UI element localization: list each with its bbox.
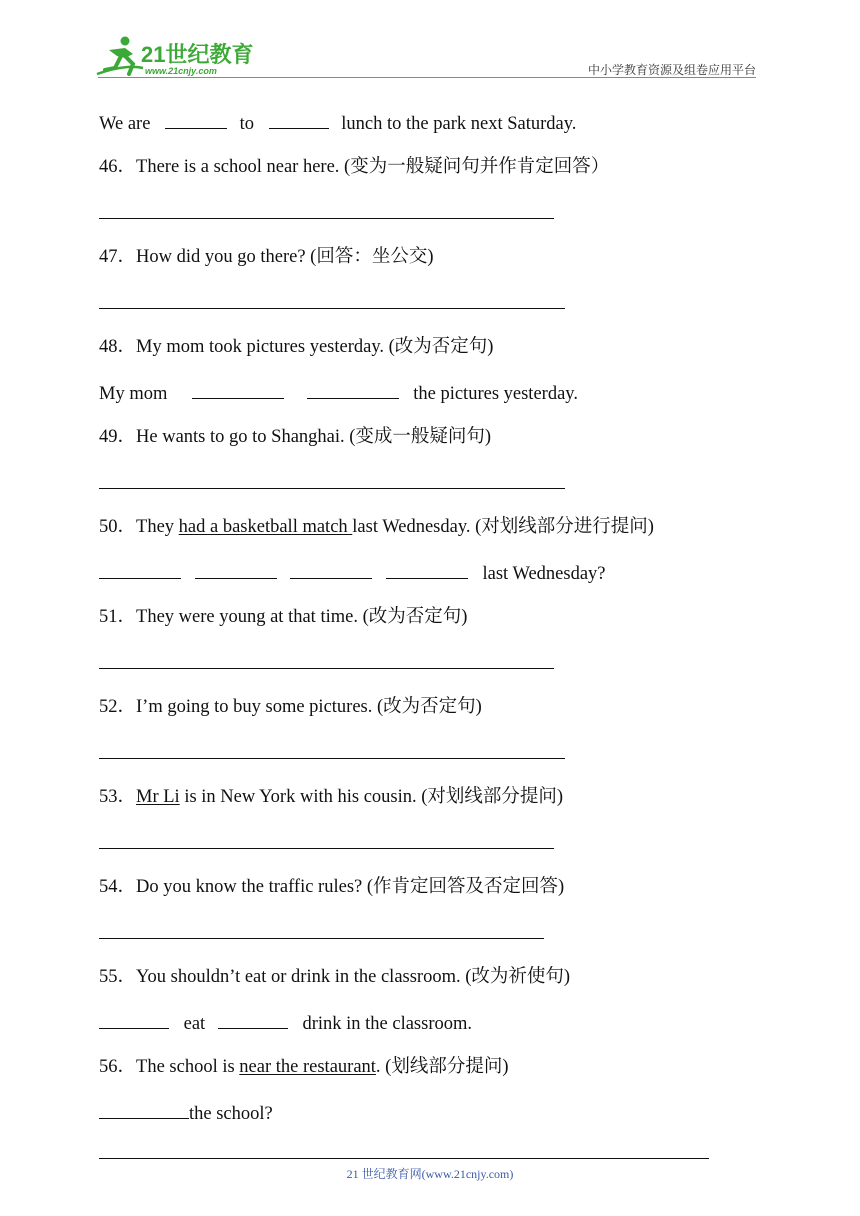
q56-answer-line: the school?	[99, 1100, 273, 1126]
question-47	[99, 245, 434, 269]
question-text: Do you know the traffic rules? (作肯定回答及否定回答)	[136, 877, 565, 897]
answer-blank[interactable]	[165, 110, 227, 129]
underlined-phrase: had a basketball match	[178, 517, 353, 537]
question-number: 50．	[99, 517, 137, 537]
header-platform-text: 中小学教育资源及组卷应用平台	[587, 63, 756, 77]
answer-blank[interactable]	[99, 1100, 189, 1119]
question-51	[99, 605, 467, 629]
footer-divider	[99, 1158, 709, 1159]
question-number: 55．	[99, 967, 137, 987]
question-number: 54．	[99, 877, 137, 897]
question-number: 52．	[99, 697, 137, 717]
q48-answer-line: My mom the pictures yesterday.	[99, 380, 578, 406]
question-48	[99, 335, 493, 359]
q50-answer-line: last Wednesday?	[99, 560, 606, 586]
question-number: 46．	[99, 157, 137, 177]
answer-line[interactable]	[99, 848, 554, 849]
underlined-phrase: near the restaurant	[239, 1057, 376, 1077]
q45-answer-line: We are to lunch to the park next Saturday.	[99, 110, 576, 136]
answer-line[interactable]	[99, 308, 565, 309]
header-divider	[98, 77, 756, 78]
answer-blank[interactable]	[218, 1010, 288, 1029]
answer-line[interactable]	[99, 758, 565, 759]
logo-main-text: 21世纪教育	[141, 42, 254, 67]
question-50: 50．They had a basketball match last Wednesday. (对划线部分进行提问)	[99, 517, 654, 537]
question-text: They were young at that time. (改为否定句)	[136, 607, 468, 627]
answer-blank[interactable]	[307, 380, 399, 399]
answer-blank[interactable]	[99, 560, 181, 579]
question-46	[99, 155, 609, 179]
answer-blank[interactable]	[386, 560, 468, 579]
site-logo	[95, 34, 265, 78]
question-text: I’m going to buy some pictures. (改为否定句)	[136, 697, 482, 717]
footer-text: 21 世纪教育网(www.21cnjy.com)	[346, 1167, 514, 1181]
question-52	[99, 695, 482, 719]
question-text: How did you go there? (回答：坐公交)	[136, 247, 434, 267]
q55-answer-line: eat drink in the classroom.	[99, 1010, 472, 1036]
question-49	[99, 425, 491, 449]
question-number: 47．	[99, 247, 137, 267]
answer-line[interactable]	[99, 218, 554, 219]
question-54	[99, 875, 564, 899]
question-text: There is a school near here. (变为一般疑问句并作肯定回答）	[136, 157, 610, 177]
question-text: He wants to go to Shanghai. (变成一般疑问句)	[136, 427, 492, 447]
question-number: 56．	[99, 1057, 137, 1077]
question-text: You shouldn’t eat or drink in the classroom. (改为祈使句)	[136, 967, 571, 987]
question-number: 49．	[99, 427, 137, 447]
answer-line[interactable]	[99, 488, 565, 489]
runner-icon	[97, 37, 143, 75]
question-53: 53．Mr Li is in New York with his cousin. (对划线部分提问)	[99, 787, 564, 807]
answer-line[interactable]	[99, 938, 544, 939]
answer-blank[interactable]	[99, 1010, 169, 1029]
answer-blank[interactable]	[269, 110, 329, 129]
logo-url-text: www.21cnjy.com	[145, 66, 217, 76]
question-text: My mom took pictures yesterday. (改为否定句)	[136, 337, 494, 357]
question-56: 56．The school is near the restaurant. (划线部分提问)	[99, 1057, 509, 1077]
answer-blank[interactable]	[290, 560, 372, 579]
question-number: 53．	[99, 787, 137, 807]
answer-blank[interactable]	[195, 560, 277, 579]
question-number: 48．	[99, 337, 137, 357]
underlined-phrase: Mr Li	[136, 787, 180, 807]
question-55	[99, 965, 570, 989]
answer-line[interactable]	[99, 668, 554, 669]
answer-blank[interactable]	[192, 380, 284, 399]
question-number: 51．	[99, 607, 137, 627]
